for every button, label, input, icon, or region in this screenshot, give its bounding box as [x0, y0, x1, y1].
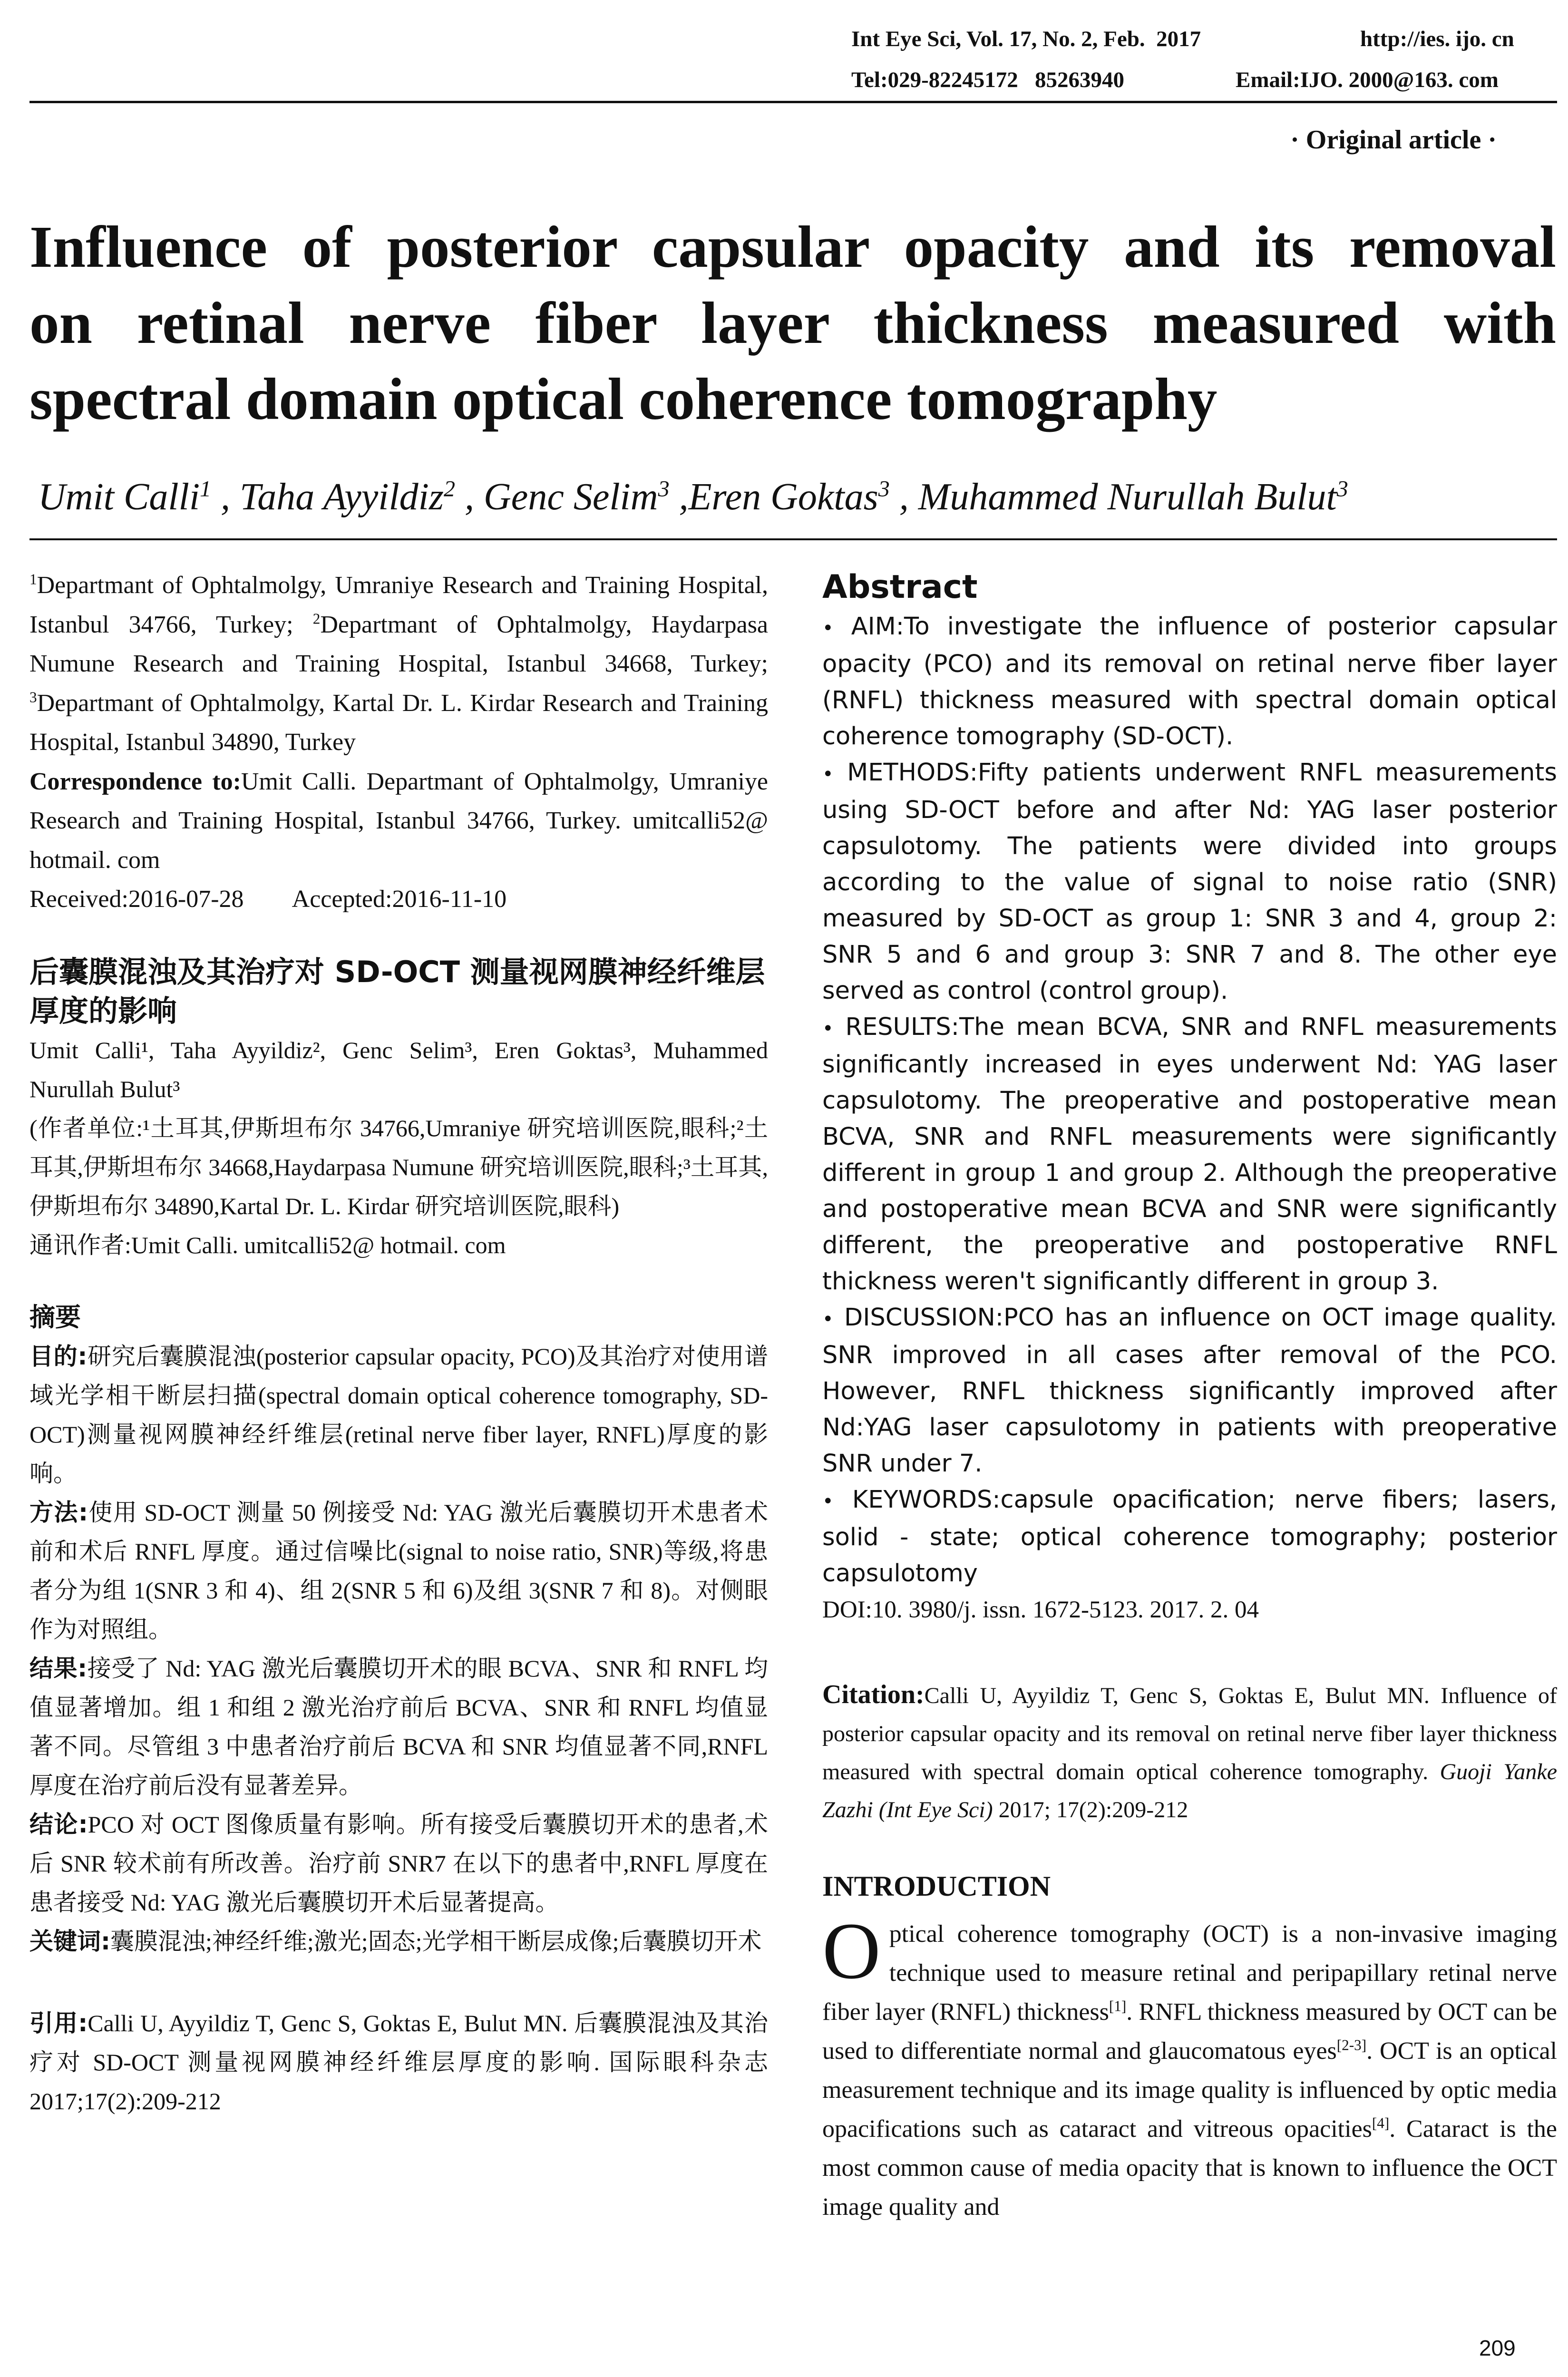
author-affiliation-mark: 3 [658, 476, 670, 502]
author-affiliation-mark: 3 [878, 476, 890, 502]
chinese-citation [29, 2004, 768, 2121]
drop-cap: O [822, 1906, 881, 1996]
article-title [29, 209, 1556, 438]
affiliation-3: Departmant of Ophtalmolgy, Kartal Dr. L. Kirdar Research and Training Hospital, Istanbul 34890, Turkey [29, 689, 768, 756]
abstract-methods-text: Fifty patients underwent RNFL measurements using SD-OCT before and after Nd: YAG laser posterior capsulotomy. The patients were divided into groups according to the value of signal to noise ratio (SNR) measured by SD-OCT as group 1: SNR 3 and 4, group 2: SNR 5 and 6 and group 3: SNR 7 and 8. The other eye served as control (control group). [822, 759, 1557, 1005]
reference-2[interactable]: [2-3] [1336, 2036, 1367, 2054]
abstract-doi[interactable]: DOI:10. 3980/j. issn. 1672-5123. 2017. 2. 04 [822, 1597, 1259, 1623]
chinese-results-label: 结果: [29, 1655, 88, 1682]
intro-text-4: . Cataract is the most common cause of media opacity that is known to influence the OCT image quality and [822, 2115, 1557, 2221]
reference-3[interactable]: [4] [1372, 2114, 1390, 2132]
chinese-title: 后囊膜混浊及其治疗对 SD-OCT 测量视网膜神经纤维层厚度的影响 [29, 954, 765, 1028]
chinese-correspondence: 通讯作者:Umit Calli. umitcalli52@ hotmail. com [29, 1231, 506, 1258]
chinese-methods-text: 使用 SD-OCT 测量 50 例接受 Nd: YAG 激光后囊膜切开术患者术前和术后 RNFL 厚度。通过信噪比(signal to noise ratio, SNR)等级,将患者分为组 1(SNR 3 和 4)、组 2(SNR 5 和 6)及组 3(SNR 7 和 8)。对侧眼作为对照组。 [29, 1499, 768, 1643]
citation-block [822, 1676, 1557, 1829]
correspondence-text: Umit Calli. Departmant of Ophtalmolgy, Umraniye Research and Training Hospital, Istanbul 34766, Turkey. umitcalli52@ hotmail. com [29, 768, 768, 874]
page-number: 209 [1479, 2336, 1516, 2360]
citation-tail: 2017; 17(2):209-212 [998, 1797, 1188, 1822]
chinese-citation-label: 引用: [29, 2009, 88, 2037]
abstract-discussion [822, 1300, 1557, 1482]
journal-citation-line: Int Eye Sci, Vol. 17, No. 2, Feb. 2017 [851, 27, 1201, 51]
chinese-aim-text: 研究后囊膜混浊(posterior capsular opacity, PCO)及其治疗对使用谱域光学相干断层扫描(spectral domain optical coherence tomography, SD-OCT)测量视网膜神经纤维层(retinal nerve fiber layer, RNFL)厚度的影响。 [29, 1343, 768, 1487]
abstract-results [822, 1009, 1557, 1300]
author-affiliation-mark: 1 [200, 476, 212, 502]
abstract-aim-text: To investigate the influence of posterior capsular opacity (PCO) and its removal on retinal nerve fiber layer (RNFL) thickness measured with spectral domain optical coherence tomography (SD-OCT). [822, 613, 1558, 750]
author-name: Genc Selim [484, 476, 658, 518]
abstract-heading: Abstract [822, 568, 978, 606]
dates [29, 880, 768, 919]
intro-text-3: . OCT is an optical measurement technique and its image quality is influenced by optic media opacifications such as cataract and vitreous opacities [822, 2037, 1558, 2143]
chinese-methods [29, 1493, 768, 1649]
left-column [29, 566, 768, 2121]
author-name: Eren Goktas [688, 476, 878, 518]
affiliation-mark: 3 [29, 689, 37, 706]
chinese-aim-label: 目的: [29, 1343, 88, 1370]
abstract-body [822, 609, 1557, 1628]
affiliation-2: Departmant of Ophtalmolgy, Haydarpasa Numune Research and Training Hospital, Istanbul 34668, Turkey; [29, 611, 769, 677]
affiliation-mark: 1 [29, 571, 37, 588]
affiliation-mark: 2 [312, 610, 321, 627]
author-name: Muhammed Nurullah Bulut [918, 476, 1337, 518]
bullet-icon: • [822, 1018, 834, 1040]
chinese-keywords-label: 关键词: [29, 1928, 110, 1955]
abstract-keywords-label: KEYWORDS: [852, 1486, 1001, 1514]
title-line-2: on retinal nerve fiber layer thickness measured with [29, 291, 1556, 356]
abstract-keywords-text: capsule opacification; nerve fibers; lasers, solid - state; optical coherence tomography; posterior capsulotomy [822, 1486, 1557, 1588]
citation-journal: Guoji Yanke Zazhi (Int Eye Sci) [822, 1759, 1558, 1822]
bullet-icon: • [822, 763, 834, 785]
intro-text-1: ptical coherence tomography (OCT) is a non-invasive imaging technique used to measure retinal and peripapillary retinal nerve fiber layer (RNFL) thickness [822, 1920, 1557, 2026]
abstract-discussion-text: PCO has an influence on OCT image quality. SNR improved in all cases after removal of the PCO. However, RNFL thickness significantly improved after Nd:YAG laser capsulotomy in patients with preoperative SNR under 7. [822, 1304, 1557, 1478]
right-column [822, 566, 1557, 2227]
title-line-3: spectral domain optical coherence tomography [29, 367, 1217, 432]
bullet-icon: • [822, 1308, 834, 1330]
chinese-authors: Umit Calli¹, Taha Ayyildiz², Genc Selim³, Eren Goktas³, Muhammed Nurullah Bulut³ [29, 1036, 768, 1102]
journal-email[interactable]: Email:IJO. 2000@163. com [1236, 68, 1499, 92]
abstract-keywords [822, 1482, 1557, 1592]
chinese-citation-text: Calli U, Ayyildiz T, Genc S, Goktas E, Bulut MN. 后囊膜混浊及其治疗对 SD-OCT 测量视网膜神经纤维层厚度的影响. 国际眼科杂志 2017;17(2):209-212 [29, 2010, 768, 2114]
author-name: Taha Ayyildiz [240, 476, 444, 518]
chinese-results-text: 接受了 Nd: YAG 激光后囊膜切开术的眼 BCVA、SNR 和 RNFL 均值显著增加。组 1 和组 2 激光治疗前后 BCVA、SNR 和 RNFL 均值显著不同。尽管组 3 中患者治疗前后 BCVA 和 SNR 均值显著不同,RNFL 厚度在治疗前后没有显著差异。 [29, 1655, 768, 1799]
authors-rule [29, 538, 1557, 540]
introduction-heading: INTRODUCTION [822, 1870, 1051, 1902]
author-separator: , [211, 476, 240, 518]
abstract-results-label: RESULTS: [845, 1013, 959, 1041]
chinese-keywords-text: 囊膜混浊;神经纤维;激光;固态;光学相干断层成像;后囊膜切开术 [110, 1928, 762, 1955]
citation-text: Calli U, Ayyildiz T, Genc S, Goktas E, Bulut MN. Influence of posterior capsular opacity and its removal on retinal nerve fiber layer thickness measured with spectral domain optical coherence tomography. [822, 1683, 1557, 1784]
author-affiliation-mark: 2 [444, 476, 456, 502]
chinese-results [29, 1649, 768, 1805]
chinese-keywords [29, 1922, 768, 1961]
abstract-methods-label: METHODS: [847, 759, 978, 787]
correspondence [29, 762, 768, 880]
article-type-label: · Original article · [1290, 125, 1497, 155]
abstract-aim-label: AIM: [851, 613, 904, 641]
abstract-discussion-label: DISCUSSION: [844, 1304, 1003, 1332]
author-separator: , [669, 476, 689, 518]
correspondence-label: Correspondence to: [29, 768, 241, 795]
title-line-1: Influence of posterior capsular opacity and its removal [29, 214, 1556, 280]
citation-label: Citation: [822, 1680, 925, 1709]
journal-url[interactable]: http://ies. ijo. cn [1360, 27, 1514, 51]
intro-text-2: . RNFL thickness measured by OCT can be used to differentiate normal and glaucomatous eyes [822, 1998, 1557, 2065]
chinese-aim [29, 1337, 768, 1493]
chinese-abstract-heading: 摘要 [29, 1302, 81, 1332]
introduction-text [822, 1906, 1558, 2227]
abstract-aim [822, 609, 1557, 755]
abstract-methods [822, 755, 1557, 1009]
author-affiliation-mark: 3 [1336, 476, 1348, 502]
reference-1[interactable]: [1] [1109, 1997, 1127, 2015]
abstract-results-text: The mean BCVA, SNR and RNFL measurements significantly increased in eyes underwent Nd: YAG laser capsulotomy. The preoperative and postoperative mean BCVA, SNR and RNFL measurements were significantly different in group 1 and group 2. Although the preoperative and postoperative mean BCVA and SNR were significantly different, the preoperative and postoperative RNFL thickness weren't significantly different in group 3. [822, 1013, 1557, 1296]
accepted-date: Accepted:2016-11-10 [292, 886, 507, 913]
bullet-icon: • [822, 617, 834, 639]
bullet-icon: • [822, 1490, 834, 1512]
author-name: Umit Calli [38, 476, 200, 518]
affiliations [29, 566, 768, 762]
header-rule [29, 101, 1557, 103]
received-date: Received:2016-07-28 [29, 886, 244, 913]
affiliation-1: Departmant of Ophtalmolgy, Umraniye Research and Training Hospital, Istanbul 34766, Turkey; [29, 572, 768, 638]
author-separator: , [889, 476, 918, 518]
author-list [38, 476, 1348, 519]
chinese-conclusion-text: PCO 对 OCT 图像质量有影响。所有接受后囊膜切开术的患者,术后 SNR 较术前有所改善。治疗前 SNR7 在以下的患者中,RNFL 厚度在患者接受 Nd: YAG 激光后囊膜切开术后显著提高。 [29, 1811, 768, 1916]
chinese-conclusion-label: 结论: [29, 1811, 88, 1838]
author-separator: , [455, 476, 484, 518]
chinese-affiliation: (作者单位:¹土耳其,伊斯坦布尔 34766,Umraniye 研究培训医院,眼科;²土耳其,伊斯坦布尔 34668,Haydarpasa Numune 研究培训医院,眼科;³土耳其,伊斯坦布尔 34890,Kartal Dr. L. Kirdar 研究培训医院,眼科) [29, 1114, 768, 1219]
journal-telephone: Tel:029-82245172 85263940 [851, 68, 1125, 92]
chinese-methods-label: 方法: [29, 1499, 88, 1526]
chinese-conclusion [29, 1805, 768, 1922]
